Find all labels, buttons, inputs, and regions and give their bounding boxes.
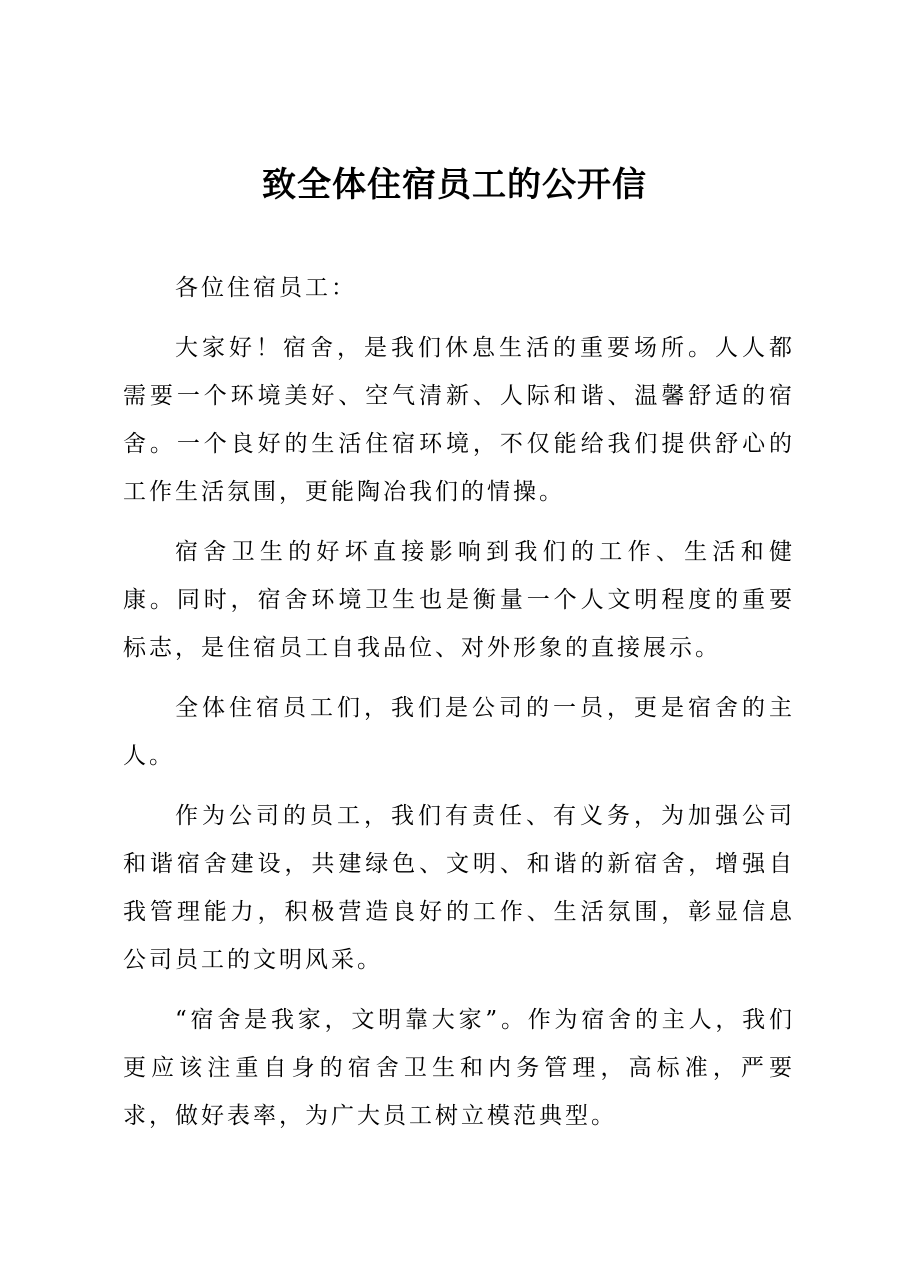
paragraph-5: “宿舍是我家，文明靠大家”。作为宿舍的主人，我们更应该注重自身的宿舍卫生和内务管理，高标准，严要求，做好表率，为广大员工树立模范典型。 [123, 1007, 795, 1129]
paragraph-1: 大家好！宿舍，是我们休息生活的重要场所。人人都需要一个环境美好、空气清新、人际和谐、温馨舒适的宿舍。一个良好的生活住宿环境，不仅能给我们提供舒心的工作生活氛围，更能陶冶我们的情操。 [123, 335, 795, 505]
paragraph-2: 宿舍卫生的好坏直接影响到我们的工作、生活和健康。同时，宿舍环境卫生也是衡量一个人文明程度的重要标志，是住宿员工自我品位、对外形象的直接展示。 [123, 539, 795, 661]
greeting: 各位住宿员工： [175, 275, 357, 301]
letter-body [123, 264, 795, 1152]
paragraph-3: 全体住宿员工们，我们是公司的一员，更是宿舍的主人。 [123, 695, 795, 769]
page-title: 致全体住宿员工的公开信 [262, 165, 647, 205]
paragraph-4: 作为公司的员工，我们有责任、有义务，为加强公司和谐宿舍建设，共建绿色、文明、和谐的新宿舍，增强自我管理能力，积极营造良好的工作、生活氛围，彰显信息公司员工的文明风采。 [123, 803, 795, 973]
